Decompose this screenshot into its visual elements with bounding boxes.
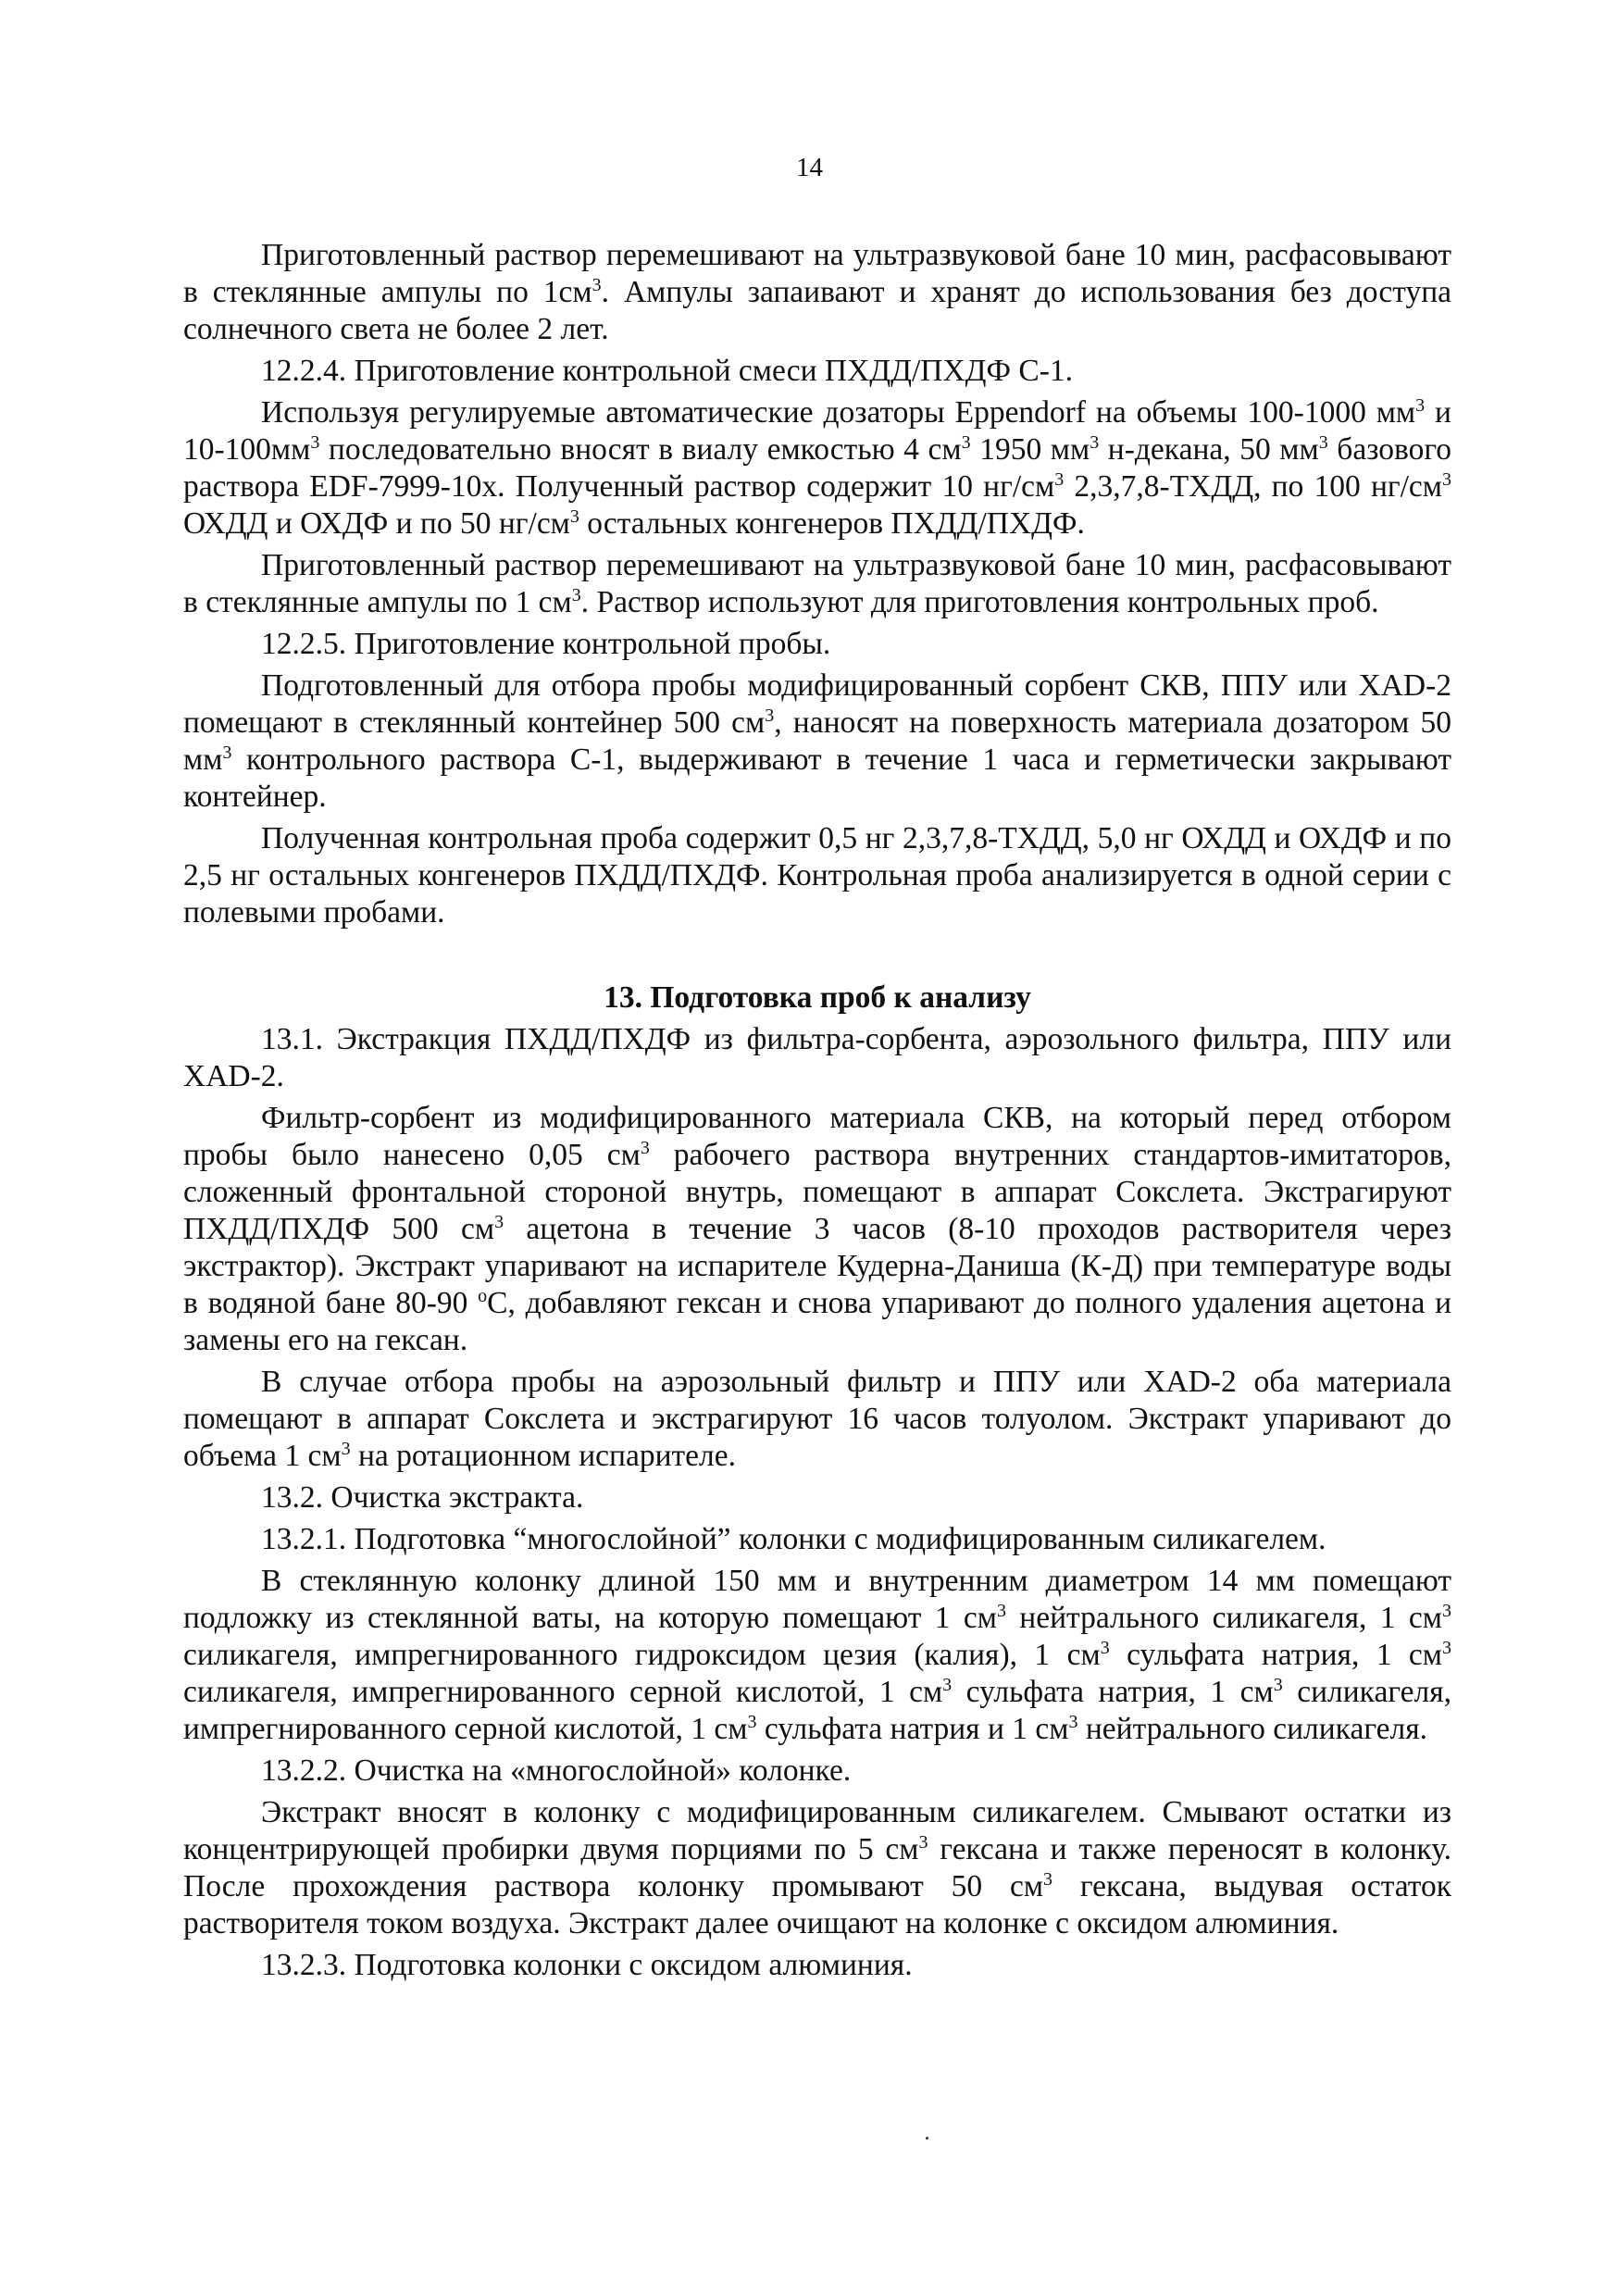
- paragraph-soxhlet-extraction: Фильтр-сорбент из модифицированного материала СКВ, на который перед отбором пробы было нанесено 0,05 $см^3$ рабочего раствора внутренних стандартов-имитаторов, сложенный фронтальной стороной внутрь, помещают в аппарат Сокслета. Экстрагируют ПХДД/ПХДФ 500 $см^3$ ацетона в течение 3 часов (8-10 проходов растворителя через экстрактор). Экстракт упаривают на испарителе Кудерна-Даниша (К-Д) при температуре воды в водяной бане 80-90 $^о$С, добавляют гексан и снова упаривают до полного удаления ацетона и замены его на гексан.: [183, 1101, 1451, 1357]
- paragraph-control-sample-content: Полученная контрольная проба содержит 0,5 нг 2,3,7,8-ТХДД, 5,0 нг ОХДД и ОХДФ и по 2,5 нг остальных конгенеров ПХДД/ПХДФ. Контрольная проба анализируется в одной серии с полевыми пробами.: [183, 821, 1451, 930]
- paragraph-control-sample-prep: Подготовленный для отбора пробы модифицированный сорбент СКВ, ППУ или XAD-2 помещают в стеклянный контейнер 500 $см^3$, наносят на поверхность материала дозатором 50 $мм^3$ контрольного раствора С-1, выдерживают в течение 1 часа и герметически закрывают контейнер.: [183, 668, 1451, 814]
- document-body: [183, 237, 1451, 1984]
- paragraph-control-mixture-ampoules: Приготовленный раствор перемешивают на ультразвуковой бане 10 мин, расфасовывают в стеклянные ампулы по 1 $см^3$. Раствор используют для приготовления контрольных проб.: [183, 548, 1451, 619]
- paragraph-aerosol-filter-extraction: В случае отбора пробы на аэрозольный фильтр и ППУ или XAD-2 оба материала помещают в аппарат Сокслета и экстрагируют 16 часов толуолом. Экстракт упаривают до объема 1 $см^3$ на ротационном испарителе.: [183, 1365, 1451, 1473]
- paragraph-multilayer-column: В стеклянную колонку длиной 150 мм и внутренним диаметром 14 мм помещают подложку из стеклянной ваты, на которую помещают 1 $см^3$ нейтрального силикагеля, 1 $см^3$ силикагеля, импрегнированного гидроксидом цезия (калия), 1 $см^3$ сульфата натрия, 1 $см^3$ силикагеля, импрегнированного серной кислотой, 1 $см^3$ сульфата натрия, 1 $см^3$ силикагеля, импрегнированного серной кислотой, 1 $см^3$ сульфата натрия и 1 $см^3$ нейтрального силикагеля.: [183, 1564, 1451, 1746]
- subsection-13-2-1: 13.2.1. Подготовка “многослойной” колонки с модифицированным силикагелем.: [261, 1522, 1326, 1556]
- paragraph-control-mixture: Используя регулируемые автоматические дозаторы Eppendorf на объемы 100-1000 $мм^3$ и $10-100мм^3$ последовательно вносят в виалу емкостью 4 $см^3$ 1950 $мм^3$ н-декана, 50 $мм^3$ базового раствора EDF-7999-10x. Полученный раствор содержит 10 $нг/см^3$ 2,3,7,8-ТХДД, по 100 $нг/см^3$ ОХДД и ОХДФ и по 50 $нг/см^3$ остальных конгенеров ПХДД/ПХДФ.: [183, 394, 1451, 541]
- section-heading-13: 13. Подготовка проб к анализу: [604, 980, 1031, 1015]
- page-number: 14: [796, 153, 823, 182]
- subsection-13-2-3: 13.2.3. Подготовка колонки с оксидом алюминия.: [261, 1948, 913, 1982]
- subsection-13-2-2: 13.2.2. Очистка на «многослойной» колонке.: [261, 1753, 852, 1788]
- paragraph-ultrasonic-ampoules: Приготовленный раствор перемешивают на ультразвуковой бане 10 мин, расфасовывают в стеклянные ампулы по $1см^3$. Ампулы запаивают и хранят до использования без доступа солнечного света не более 2 лет.: [183, 238, 1451, 346]
- paragraph-multilayer-cleanup: Экстракт вносят в колонку с модифицированным силикагелем. Смывают остатки из концентрирующей пробирки двумя порциями по 5 $см^3$ гексана и также переносят в колонку. После прохождения раствора колонку промывают 50 $см^3$ гексана, выдувая остаток растворителя током воздуха. Экстракт далее очищают на колонке с оксидом алюминия.: [183, 1795, 1452, 1940]
- subsection-12-2-4: 12.2.4. Приготовление контрольной смеси ПХДД/ПХДФ С-1.: [261, 354, 1073, 388]
- scan-speck: [926, 2137, 928, 2140]
- subsection-13-1: 13.1. Экстракция ПХДД/ПХДФ из фильтра-сорбента, аэрозольного фильтра, ППУ или XAD-2.: [183, 1022, 1451, 1093]
- subsection-13-2: 13.2. Очистка экстракта.: [261, 1480, 584, 1515]
- subsection-12-2-5: 12.2.5. Приготовление контрольной пробы.: [261, 627, 831, 661]
